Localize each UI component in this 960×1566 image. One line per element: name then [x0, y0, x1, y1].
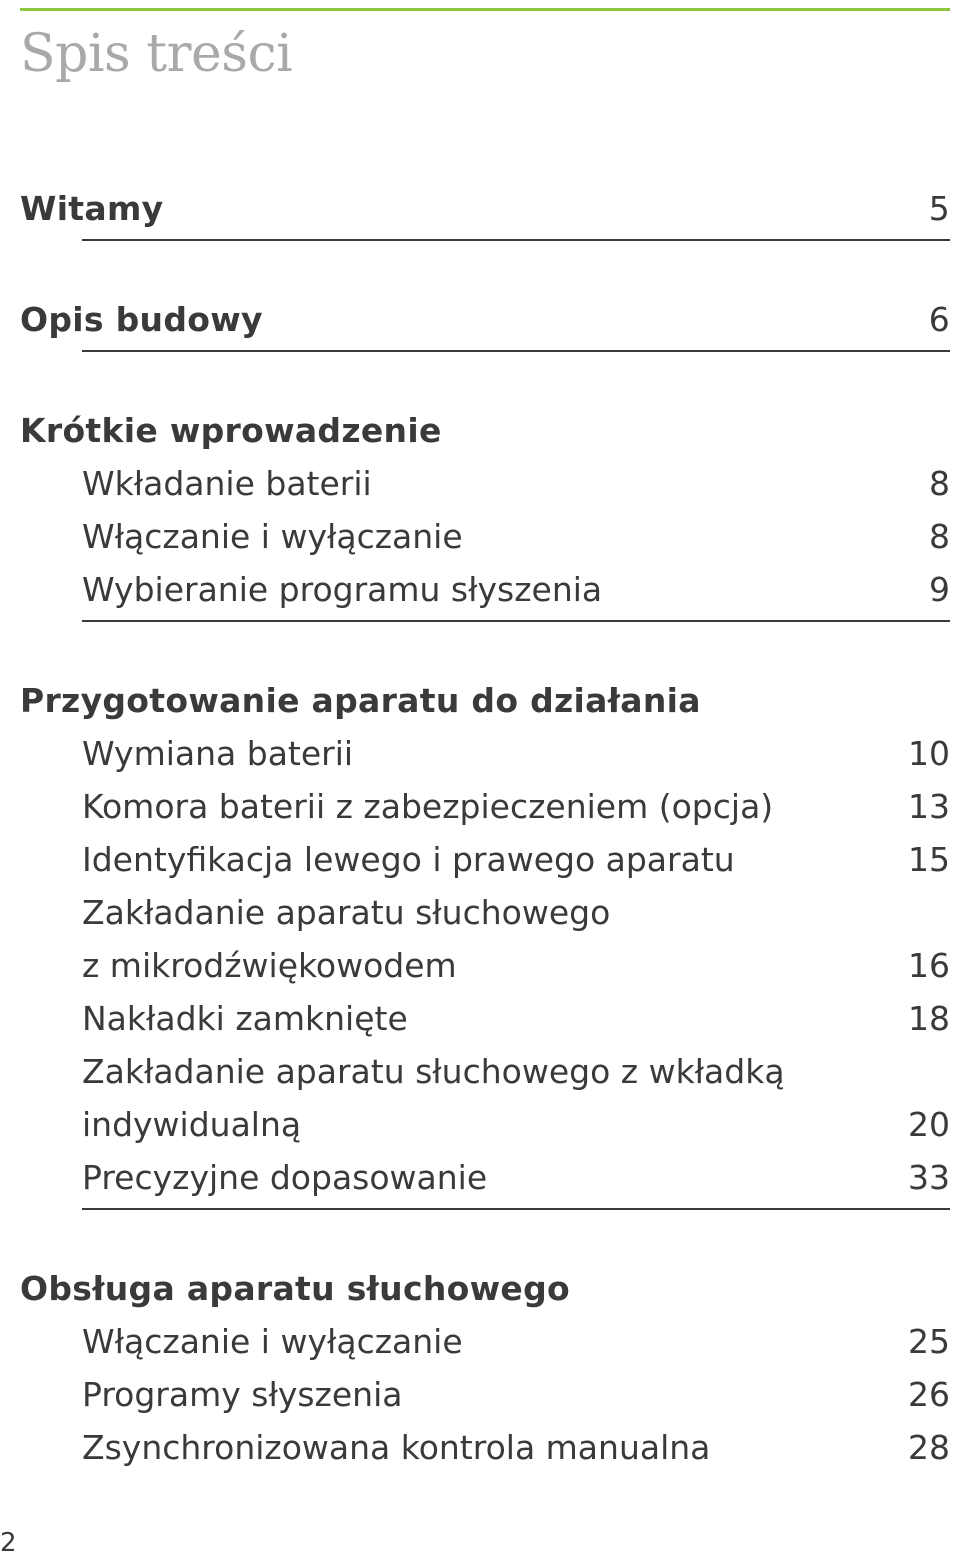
toc-page-number: 25	[908, 1322, 950, 1361]
toc-page-number: 10	[908, 734, 950, 773]
toc-entry[interactable]	[20, 886, 950, 939]
toc-entry[interactable]	[20, 293, 950, 346]
footer-page-number: 2	[0, 1528, 17, 1558]
toc-entry[interactable]	[20, 1151, 950, 1204]
toc-section-krotkie-wprowadzenie	[20, 404, 950, 622]
section-divider	[82, 1208, 950, 1210]
toc-heading-label: Krótkie wprowadzenie	[20, 411, 442, 450]
toc-entry-label: Wkładanie baterii	[82, 464, 372, 503]
toc-entry[interactable]	[20, 1421, 950, 1474]
toc-heading[interactable]	[20, 404, 950, 457]
toc-page-number: 8	[929, 464, 950, 503]
section-divider	[82, 350, 950, 352]
toc-page-number: 5	[928, 189, 950, 228]
toc-heading[interactable]	[20, 1262, 950, 1315]
toc-entry-label: Wybieranie programu słyszenia	[82, 570, 603, 609]
toc-entry[interactable]	[20, 833, 950, 886]
toc-page-number: 6	[928, 300, 950, 339]
toc-entry[interactable]	[20, 992, 950, 1045]
page-title: Spis treści	[20, 24, 293, 84]
toc-entry-label: Zakładanie aparatu słuchowego	[82, 893, 611, 932]
toc-heading-label: Przygotowanie aparatu do działania	[20, 681, 701, 720]
toc-entry[interactable]	[20, 182, 950, 235]
toc-heading[interactable]	[20, 674, 950, 727]
toc-entry[interactable]	[20, 457, 950, 510]
toc-entry[interactable]	[20, 1098, 950, 1151]
top-accent-rule	[20, 8, 950, 11]
toc-entry[interactable]	[20, 727, 950, 780]
toc-heading-label: Witamy	[20, 189, 164, 228]
toc-entry-label: Zsynchronizowana kontrola manualna	[82, 1428, 711, 1467]
toc-entry-label: Nakładki zamknięte	[82, 999, 408, 1038]
toc-page-number: 28	[908, 1428, 950, 1467]
toc-page-number: 33	[908, 1158, 950, 1197]
toc-page-number: 13	[908, 787, 950, 826]
toc-entry-label: indywidualną	[82, 1105, 302, 1144]
toc-page-number: 9	[929, 570, 950, 609]
toc-entry[interactable]	[20, 939, 950, 992]
section-divider	[82, 239, 950, 241]
toc-entry[interactable]	[20, 780, 950, 833]
section-divider	[82, 620, 950, 622]
toc-entry-label: Komora baterii z zabezpieczeniem (opcja)	[82, 787, 774, 826]
toc-entry[interactable]	[20, 1368, 950, 1421]
toc-page-number: 8	[929, 517, 950, 556]
toc-entry-label: Zakładanie aparatu słuchowego z wkładką	[82, 1052, 785, 1091]
toc-page-number: 15	[908, 840, 950, 879]
toc-section-opis-budowy	[20, 293, 950, 352]
toc-heading-label: Obsługa aparatu słuchowego	[20, 1269, 570, 1308]
toc-entry[interactable]	[20, 1045, 950, 1098]
toc-page-number: 20	[908, 1105, 950, 1144]
toc-section-przygotowanie	[20, 674, 950, 1210]
toc-heading-label: Opis budowy	[20, 300, 263, 339]
toc-entry-label: Włączanie i wyłączanie	[82, 517, 463, 556]
toc-page-number: 16	[908, 946, 950, 985]
toc-page-number: 26	[908, 1375, 950, 1414]
toc-entry-label: Precyzyjne dopasowanie	[82, 1158, 488, 1197]
toc-entry-label: Programy słyszenia	[82, 1375, 403, 1414]
toc-entry[interactable]	[20, 510, 950, 563]
toc-section-obsluga	[20, 1262, 950, 1474]
toc-entry-label: z mikrodźwiękowodem	[82, 946, 457, 985]
table-of-contents	[20, 182, 950, 1474]
toc-entry[interactable]	[20, 563, 950, 616]
toc-section-witamy	[20, 182, 950, 241]
toc-entry-label: Wymiana baterii	[82, 734, 354, 773]
toc-entry-label: Identyfikacja lewego i prawego aparatu	[82, 840, 735, 879]
toc-entry[interactable]	[20, 1315, 950, 1368]
toc-entry-label: Włączanie i wyłączanie	[82, 1322, 463, 1361]
toc-page-number: 18	[908, 999, 950, 1038]
